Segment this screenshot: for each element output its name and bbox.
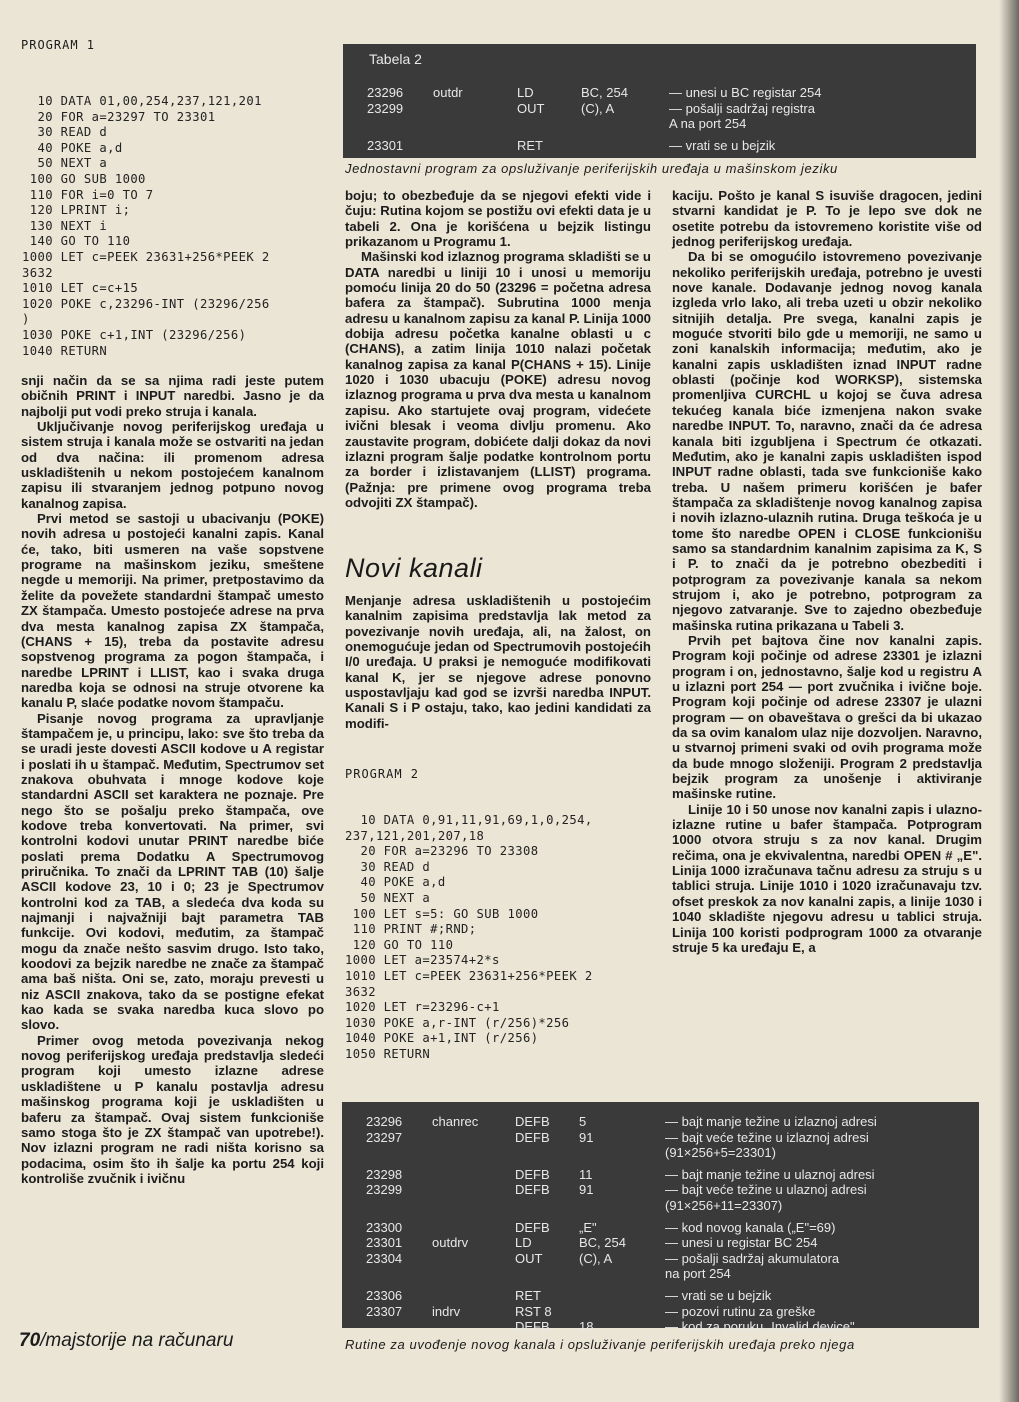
paragraph: Menjanje adresa uskladištenih u postojećim kanalnim zapisima predstavlja lak metod za povezivanje novih uređaja, ali, na žalost, on onemogućuje jedan od Spectrumovih postojećih I/0 uređaja. U praksi je nemoguće modifikovati kanal K, jer se njegove adrese ponovno uspostavljaju kad god se izvrši naredba INPUT. Kanali S i P ostaju, tako, kao jedini kandidati za modifi- bbox=[345, 593, 651, 731]
table-cell-op: RET bbox=[515, 1288, 541, 1303]
table-cell-arg: 5 bbox=[579, 1114, 587, 1129]
table-cell-comment: A na port 254 bbox=[669, 116, 747, 131]
code-line: 1030 POKE c+1,INT (23296/256) bbox=[22, 327, 247, 342]
table-cell-comment: — unesi u BC registar 254 bbox=[669, 85, 822, 100]
table-cell-addr: 23307 bbox=[366, 1303, 403, 1319]
table-cell-addr: 23304 bbox=[366, 1250, 403, 1266]
code-line: 1000 LET a=23574+2*s bbox=[345, 953, 500, 968]
paragraph: Linije 10 i 50 unose nov kanalni zapis i ulazno-izlazne rutine u bafer štampača. Potprogram 1000 otvora struju s za nov kanal. Drugim rečima, ona je ekvivalentna, naredbi OPEN # „E". Linija 1000 izračunava tačnu adresu za struju s u tablici struja. Linije 1010 i 1020 izračunavaju tzv. ofset preskok za nov kanalni zapis, a linije 1030 i 1040 skladište njegovu adresu u tablici struja. Linija 100 koristi podprogram 1000 za otvaranje struje 5 ka uređaju E, a bbox=[672, 801, 982, 955]
table-2 bbox=[343, 44, 976, 158]
code-line: 10 DATA 01,00,254,237,121,201 bbox=[22, 94, 262, 108]
table-3-caption: Rutine za uvođenje novog kanala i opsluživanje periferijskih uređaja preko njega bbox=[345, 1337, 855, 1352]
table-cell-addr: 23297 bbox=[366, 1129, 403, 1145]
code-line: 130 NEXT i bbox=[22, 218, 108, 233]
paragraph: Prvi metod se sastoji u ubacivanju (POKE) novih adresa u postojeći kanalni zapis. Kanal će, tako, biti usmeren na vaše sopstvene programe na mašinskom jeziku, smeštene negde u memoriji. Na primer, pretpostavimo da želite da povežete standardni štampač umesto ZX štampača. Umesto postojeće adrese na prva dva mesta kanalnog zapisa ZX štampača, (CHANS + 15), treba da postavite adresu sopstvenog programa za pogon štampača, i naredbe LPRINT i LLIST, kao i svaka druga naredba koja se odnosi na struje otvorene ka kanalu P, slaće podatke novom štampaču. bbox=[21, 511, 324, 711]
paragraph: Prvih pet bajtova čine nov kanalni zapis. Program koji počinje od adrese 23301 je izlazni program i on, jednostavno, šalje kod u registru A u izlazni port 254 — port zvučnika i ivične boje. Program koji počinje od adrese 23307 je ulazni program — on obaveštava o grešci da bi ukazao da sa ovim kanalom ulaz nije dozvoljen. Naravno, u stvarnoj primeni svaki od ovih programa može da bude mnogo složeniji. Program 2 predstavlja bejzik program za unošenje i aktiviranje mašinske rutine. bbox=[672, 632, 982, 802]
table-cell-label: chanrec bbox=[432, 1114, 479, 1129]
code-line: 20 FOR a=23297 TO 23301 bbox=[22, 109, 216, 124]
table-2-title: Tabela 2 bbox=[369, 51, 422, 67]
table-cell-label: outdr bbox=[433, 85, 463, 100]
program2-listing bbox=[345, 813, 593, 1063]
code-line: 30 READ d bbox=[22, 125, 108, 140]
table-cell-op: LD bbox=[515, 1235, 532, 1251]
table-cell-arg: (C), A bbox=[579, 1250, 613, 1266]
paragraph: boju; to obezbeđuje da se njegovi efekti vide i čuju: Rutina kojom se postižu ovi efekti data je u tabeli 2. Ona je korišćena u bejzik listingu prikazanom u Programu 1. bbox=[345, 188, 651, 250]
table-cell-addr: 23296 bbox=[367, 85, 404, 100]
table-cell-arg: „E" bbox=[579, 1219, 597, 1235]
table-3 bbox=[342, 1102, 979, 1335]
table-cell-comment: — bajt veće težine u izlaznoj adresi bbox=[665, 1129, 869, 1145]
table-cell-addr: 23300 bbox=[366, 1219, 403, 1235]
table-cell-op: DEFB bbox=[515, 1166, 550, 1182]
code-line: 3632 bbox=[345, 984, 376, 999]
paragraph: Uključivanje novog periferijskog uređaja u sistem struja i kanala može se ostvariti na jedan od dva načina: ili promenom adresa uskladištenih u nekom postojećem kanalnom zapisu ili stvaranjem jednog potpuno novog kanalnog zapisa. bbox=[21, 419, 324, 511]
code-line: 1050 RETURN bbox=[345, 1046, 431, 1061]
table-cell-comment: na port 254 bbox=[665, 1266, 731, 1282]
table-cell-comment: — vrati se u bejzik bbox=[665, 1288, 772, 1303]
table-cell-addr: 23299 bbox=[367, 100, 404, 116]
paragraph: snji način da se sa njima radi jeste putem običnih PRINT i INPUT naredbi. Jasno je da najbolji put vodi preko struja i kanala. bbox=[21, 373, 324, 419]
code-line: 50 NEXT a bbox=[345, 890, 431, 905]
table-cell-op: OUT bbox=[517, 100, 545, 116]
code-line: 100 LET s=5: GO SUB 1000 bbox=[345, 906, 539, 921]
table-cell-op: RET bbox=[517, 137, 543, 153]
table-cell-arg: BC, 254 bbox=[579, 1235, 626, 1251]
table-cell-op: DEFB bbox=[515, 1219, 550, 1235]
program1-listing bbox=[22, 94, 270, 359]
paragraph: Da bi se omogućilo istovremeno povezivanje nekoliko periferijskih uređaja, potrebno je uvesti nove kanale. Dodavanje jednog novog kanala izgleda vrlo lako, ali treba uzeti u obzir nekoliko sitnijih detalja. Pre svega, kanalni zapis je moguće stvoriti bilo gde u memoriji, ne samo u zoni kanalskih informacija; međutim, ako je kanalni zapis uskladišten iznad INPUT radne oblasti (počinje kod WORKSP), sistemska promenljiva CURCHL u kojoj se čuva adresa tekućeg kanala biće izmenjena nakon svake naredbe INPUT. To, naravno, znači da će adresa kanala biti izgubljena i Spectrum će otkazati. Međutim, ako je kanalni zapis uskladišten ispod INPUT radne oblasti, tada sve funkcioniše kako treba. U našem primeru korišćen je bafer štampača za skladištenje novog kanalnog zapisa i novih izlazno-ulaznih rutina. Druga teškoća je u tome što naredbe OPEN i CLOSE funkcionišu samo sa standardnim kanalnim zapisima za K, S i P. to znači da je potrebno obezbediti i potprogram za povezivanje kanala sa nekom strujom i, ako je potrebno, potprogram za njegovo zatvaranje. Sve to zajedno obezbeđuje mašinska rutina prikazana u Tabeli 3. bbox=[672, 249, 982, 633]
table-cell-arg: BC, 254 bbox=[581, 85, 628, 100]
table-cell-addr: 23299 bbox=[366, 1182, 403, 1198]
section-heading: Novi kanali bbox=[345, 553, 483, 583]
code-line: 1020 LET r=23296-c+1 bbox=[345, 1000, 500, 1015]
table-cell-comment: — vrati se u bejzik bbox=[669, 137, 776, 153]
table-cell-addr: 23301 bbox=[367, 137, 404, 153]
table-cell-comment: — bajt veće težine u ulaznoj adresi bbox=[665, 1182, 867, 1198]
code-line: ) bbox=[22, 312, 30, 327]
code-line: 1010 LET c=c+15 bbox=[22, 281, 139, 296]
code-line: 1040 RETURN bbox=[22, 343, 108, 358]
table-cell-comment: — unesi u registar BC 254 bbox=[665, 1235, 818, 1251]
code-line: 40 POKE a,d bbox=[22, 140, 123, 155]
code-line: 110 PRINT #;RND; bbox=[345, 922, 477, 937]
code-line: 20 FOR a=23296 TO 23308 bbox=[345, 844, 539, 859]
table-cell-op: DEFB bbox=[515, 1182, 550, 1198]
table-cell-comment: — kod novog kanala („E"=69) bbox=[665, 1219, 836, 1235]
column-2-text bbox=[345, 188, 651, 510]
page-footer bbox=[19, 1330, 233, 1352]
table-cell-addr: 23298 bbox=[366, 1166, 403, 1182]
paragraph: Pisanje novog programa za upravljanje štampačem je, u principu, lako: sve što treba da se uradi jeste dovesti ASCII kodove u A registar i poslati ih u štampač. Međutim, Spectrumov set znakova obuhvata i mnoge kodove koje standardni ASCII set karaktera ne poznaje. Pre nego što se pošalju preko štampača, ove kodove treba konvertovati. Na primer, svi kontrolni kodovi unutar PRINT naredbe biće poslati prema Dodatku A Spectrumovog priručnika. To znači da LPRINT TAB (10) šalje ASCII kodove 23, 10 i 0; 23 je Spectrumov kontrolni kod za TAB, a sledeća dva koda su najmanji i najvažniji bajt parametra TAB funkcije. Ovi kodovi, međutim, za štampač mogu da znače nešto sasvim drugo. Isto tako, koodovi za bejzik naredbe ne znače za štampač ama baš ništa. Oni se, zato, moraju prevesti u niz ASCII znakova, tako da se postigne efekat kao kada se svaka naredba kuca slovo po slovo. bbox=[21, 710, 324, 1033]
table-cell-label: indrv bbox=[432, 1303, 461, 1319]
code-line: 100 GO SUB 1000 bbox=[22, 171, 146, 186]
program1-label: PROGRAM 1 bbox=[21, 38, 96, 52]
table-cell-op: DEFB bbox=[515, 1129, 550, 1145]
code-line: 120 LPRINT i; bbox=[22, 203, 131, 218]
code-line: 120 GO TO 110 bbox=[345, 937, 454, 952]
table-cell-label: outdrv bbox=[432, 1235, 469, 1251]
paragraph: kaciju. Pošto je kanal S isuviše dragocen, jedini stvarni kandidat je P. To je lepo sve dok ne osetite potrebu da istovremeno koristite više od jednog periferijskog uređaja. bbox=[672, 188, 982, 250]
table-cell-op: RST 8 bbox=[515, 1303, 552, 1319]
code-line: 237,121,201,207,18 bbox=[345, 828, 485, 843]
table-cell-arg: 91 bbox=[579, 1182, 594, 1198]
table-cell-comment: (91×256+11=23307) bbox=[665, 1198, 783, 1213]
table-cell-addr: 23306 bbox=[366, 1288, 403, 1303]
code-line: 40 POKE a,d bbox=[345, 875, 446, 890]
code-line: 1030 POKE a,r-INT (r/256)*256 bbox=[345, 1015, 570, 1030]
table-cell-op: DEFB bbox=[515, 1319, 550, 1335]
column-2b-text bbox=[345, 593, 651, 731]
code-line: 50 NEXT a bbox=[22, 156, 108, 171]
paragraph: Mašinski kod izlaznog programa skladišti se u DATA naredbi u liniji 10 i unosi u memoriju pomoću linija 20 do 50 (23296 = početna adresa bafera za štampač). Subrutina 1000 menja adresu u kanalnom zapisu za kanal P. Linija 1000 dobija adresu početka kanalne oblasti u c (CHANS), a zatim linija 1010 nalazi početak kanalnog zapisa za kanal P(CHANS + 15). Linije 1020 i 1030 ubacuju (POKE) adresu novog izlaznog programa u prva dva mesta u kanalnom zapisu. Ako startujete ovaj program, videćete ivični blesak i veoma divlju promenu. Ako zaustavite program, dobićete dalji dokaz da novi izlazni program šalje podatke kontrolnom portu za border i izlistavanjem (LLIST) programa. (Pažnja: pre primene ovog programa treba odvojiti ZX štampač). bbox=[345, 249, 651, 510]
table-cell-arg: 18 bbox=[579, 1319, 594, 1335]
table-cell-comment: — kod za poruku „Invalid device" bbox=[665, 1319, 855, 1335]
code-line: 10 DATA 0,91,11,91,69,1,0,254, bbox=[345, 813, 593, 827]
code-line: 3632 bbox=[22, 265, 53, 280]
table-cell-comment: — pošalji sadržaj akumulatora bbox=[665, 1250, 840, 1266]
code-line: 1000 LET c=PEEK 23631+256*PEEK 2 bbox=[22, 249, 270, 264]
code-line: 30 READ d bbox=[345, 859, 431, 874]
column-3-text bbox=[672, 188, 982, 955]
table-cell-arg: 11 bbox=[579, 1166, 593, 1182]
table-cell-comment: — pošalji sadržaj registra bbox=[669, 100, 815, 116]
table-cell-op: DEFB bbox=[515, 1114, 550, 1129]
paragraph: Primer ovog metoda povezivanja nekog novog periferijskog uređaja predstavlja sledeći program koji umesto izlazne adrese uskladištene u P kanalu postavlja adresu mašinskog programa koji je uskladišten u baferu za štampač. Ovaj sistem funkcioniše samo stoga što je ZX štampač van upotrebe!). Nov izlazni program ne radi ništa korisno sa podacima, osim što ih šalje ka portu 254 koji kontroliše zvučnik i ivičnu bbox=[21, 1032, 324, 1186]
table-cell-comment: (91×256+5=23301) bbox=[665, 1145, 776, 1161]
column-1-text bbox=[21, 373, 324, 1186]
table-cell-arg: 91 bbox=[579, 1129, 594, 1145]
table-cell-op: OUT bbox=[515, 1250, 543, 1266]
code-line: 1020 POKE c,23296-INT (23296/256 bbox=[22, 296, 270, 311]
magazine-name: /majstorije na računaru bbox=[40, 1330, 234, 1351]
page-number: 70 bbox=[19, 1330, 41, 1351]
table-2-caption: Jednostavni program za opsluživanje periferijskih uređaja u mašinskom jeziku bbox=[345, 161, 838, 176]
table-cell-addr: 23301 bbox=[366, 1235, 403, 1251]
table-cell-comment: — bajt manje težine u ulaznoj adresi bbox=[665, 1166, 875, 1182]
program2-label: PROGRAM 2 bbox=[345, 767, 420, 781]
table-cell-op: LD bbox=[517, 85, 534, 100]
page-fold-shadow bbox=[999, 0, 1019, 1402]
table-cell-arg: (C), A bbox=[581, 100, 615, 116]
code-line: 110 FOR i=0 TO 7 bbox=[22, 187, 154, 202]
table-cell-comment: — pozovi rutinu za greške bbox=[665, 1303, 816, 1319]
code-line: 1040 POKE a+1,INT (r/256) bbox=[345, 1031, 539, 1046]
table-cell-addr: 23296 bbox=[366, 1114, 403, 1129]
table-cell-comment: — bajt manje težine u izlaznoj adresi bbox=[665, 1114, 877, 1129]
code-line: 1010 LET c=PEEK 23631+256*PEEK 2 bbox=[345, 968, 593, 983]
code-line: 140 GO TO 110 bbox=[22, 234, 131, 249]
